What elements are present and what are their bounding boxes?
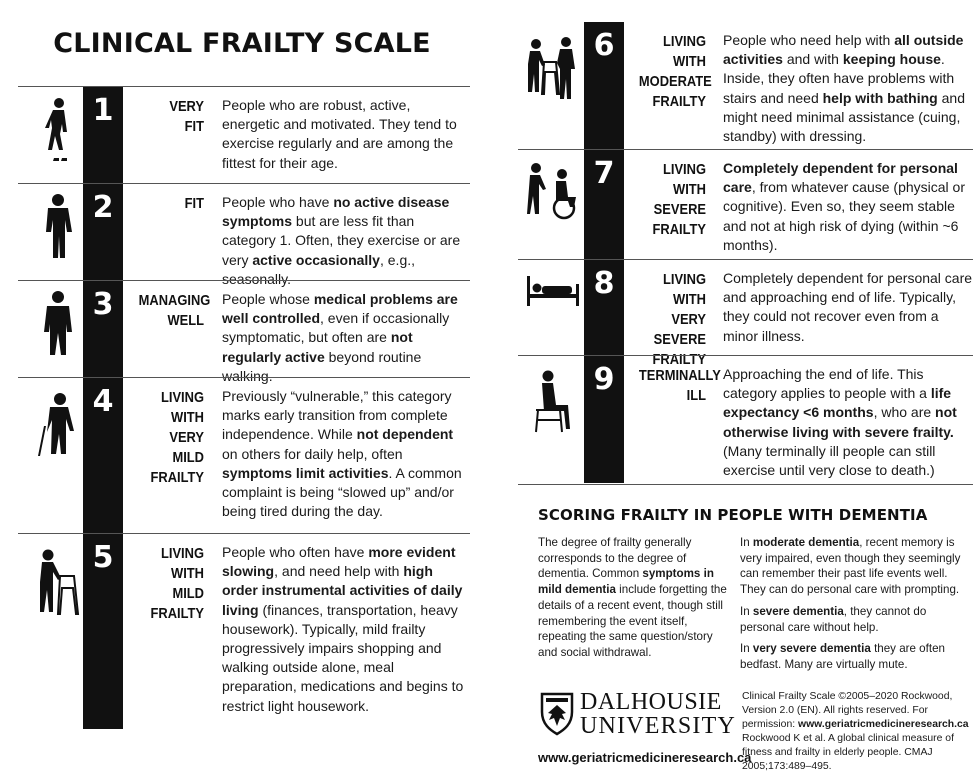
walking-person-icon xyxy=(30,95,84,169)
level-label-line: FRAILTY xyxy=(652,351,706,368)
level-number: 4 xyxy=(92,384,114,419)
levels-right-column xyxy=(518,22,973,483)
person-with-cane-icon xyxy=(30,390,84,464)
text-run: The degree of frailty generally corresponds to the degree of dementia. Common xyxy=(538,536,692,581)
text-run: , and need help with xyxy=(274,563,404,580)
level-number: 9 xyxy=(593,362,615,397)
standing-person-icon xyxy=(30,289,84,363)
level-8 xyxy=(518,259,973,368)
level-description xyxy=(222,96,468,173)
text-run: on others for daily help, often xyxy=(222,445,403,462)
text-run: include forgetting the details of a recent event, though still remembering the event itself, repeating the same question/story and social withdrawal. xyxy=(538,583,727,659)
text-run: People whose xyxy=(222,291,314,307)
emphasis-text: not dependent xyxy=(356,426,454,443)
level-number: 6 xyxy=(593,28,615,63)
level-label-line: LIVING xyxy=(160,389,204,406)
text-run: they are often bedfast. Many are virtually mute. xyxy=(740,642,945,671)
dementia-paragraph xyxy=(740,535,962,598)
standing-person-icon xyxy=(30,192,84,266)
text-run: In xyxy=(740,642,753,656)
level-label-line: WELL xyxy=(167,312,204,329)
level-label-line: LIVING xyxy=(160,545,204,562)
emphasis-text: symptoms in mild dementia xyxy=(538,567,714,597)
level-label xyxy=(139,388,204,488)
level-9 xyxy=(518,355,973,483)
person-with-walker-icon xyxy=(30,546,84,620)
emphasis-text: more evident slowing xyxy=(222,544,456,580)
level-description xyxy=(222,193,468,289)
dementia-left-text xyxy=(538,535,728,661)
emphasis-text: high order instrumental activities of daily living xyxy=(222,563,463,618)
emphasis-text: active occasionally xyxy=(252,251,380,268)
level-label-line: VERY xyxy=(169,98,204,115)
text-run: , even if occasionally symptomatic, but often are xyxy=(222,310,450,346)
level-number: 5 xyxy=(92,540,114,575)
level-label-line: FIT xyxy=(184,195,204,212)
levels-left-column xyxy=(18,86,470,729)
level-description xyxy=(222,387,468,521)
university-name-line1: DALHOUSIE xyxy=(580,689,722,715)
copyright-note xyxy=(742,690,974,774)
level-label-line: LIVING xyxy=(662,33,706,50)
level-label-line: TERMINALLY xyxy=(638,367,721,384)
level-label-line: FIT xyxy=(184,118,204,135)
level-label-line: WITH VERY xyxy=(671,291,706,328)
level-label-line: WITH xyxy=(171,409,204,426)
dalhousie-crest-icon xyxy=(540,692,574,736)
level-number: 3 xyxy=(92,287,114,322)
level-number: 1 xyxy=(92,93,114,128)
text-run: People who have xyxy=(222,194,334,210)
emphasis-text: not otherwise living with severe frailty. xyxy=(723,404,957,440)
page-title: CLINICAL FRAILTY SCALE xyxy=(53,28,431,59)
level-5 xyxy=(18,533,470,729)
level-label-line: FRAILTY xyxy=(150,469,204,486)
dalhousie-logo xyxy=(540,689,736,740)
assisted-walker-icon xyxy=(524,34,580,108)
dementia-paragraph xyxy=(740,604,962,635)
text-run: and with xyxy=(782,51,843,68)
level-label-line: ILL xyxy=(686,387,706,404)
level-4 xyxy=(18,377,470,533)
level-label xyxy=(639,160,706,240)
text-run: Clinical Frailty Scale ©2005–2020 Rockwood, Version 2.0 (EN). All rights reserved. For permission: xyxy=(742,691,953,730)
emphasis-text: all outside activities xyxy=(723,32,964,68)
level-label-line: FRAILTY xyxy=(652,93,706,110)
level-label xyxy=(638,32,712,112)
level-label-line: MODERATE xyxy=(638,73,712,90)
level-3 xyxy=(18,280,470,384)
emphasis-text: life expectancy <6 months xyxy=(723,385,952,421)
level-description xyxy=(723,365,975,480)
text-run: In xyxy=(740,536,753,549)
emphasis-text: Completely dependent for personal care xyxy=(723,160,958,196)
emphasis-text: moderate dementia xyxy=(752,536,860,549)
level-label-line: MANAGING xyxy=(138,292,211,309)
text-run: , from whatever cause (physical or cognitive). Even so, they seem stable and not at high risk of dying (within ~6 months). xyxy=(723,179,966,253)
text-run: but are less fit than category 1. Often, they exercise or are very xyxy=(222,213,461,268)
text-run: (Many terminally ill people can still exercise until very close to death.) xyxy=(723,442,936,479)
level-description xyxy=(723,159,975,255)
text-run: , e.g., seasonally. xyxy=(222,251,416,287)
level-label-line: VERY MILD xyxy=(169,429,204,466)
text-run: . A common complaint is being “slowed up” and/or being tired during the day. xyxy=(222,464,462,520)
text-run: People who often have xyxy=(222,544,369,560)
text-run: . Inside, they often have problems with stairs and need xyxy=(723,51,955,106)
level-label-line: MILD xyxy=(172,585,204,602)
seated-person-icon xyxy=(524,366,578,440)
dementia-section-title: SCORING FRAILTY IN PEOPLE WITH DEMENTIA xyxy=(538,506,928,524)
level-description xyxy=(222,543,468,716)
level-label xyxy=(138,291,211,331)
text-run: Previously “vulnerable,” this category marks early transition from complete independence. While xyxy=(222,388,452,443)
level-2 xyxy=(18,183,470,287)
text-run: Rockwood K et al. A global clinical measure of fitness and frailty in elderly people. CMAJ 2005;173:489–495. xyxy=(742,733,954,772)
text-run: People who are robust, active, energetic and motivated. They tend to exercise regularly and are among the fittest for their age. xyxy=(222,97,457,171)
emphasis-text: keeping house xyxy=(842,51,941,68)
emphasis-text: severe dementia xyxy=(752,604,844,618)
text-run: , they cannot do personal care without help. xyxy=(740,604,927,634)
level-number: 2 xyxy=(92,190,114,225)
level-label-line: WITH xyxy=(673,181,706,198)
divider xyxy=(518,484,973,485)
level-number: 8 xyxy=(593,266,615,301)
level-description xyxy=(723,269,975,346)
level-description xyxy=(723,31,975,146)
emphasis-text: help with bathing xyxy=(822,89,938,106)
text-run: beyond routine walking. xyxy=(222,348,422,384)
level-label-line: SEVERE xyxy=(653,201,706,218)
text-run: People who need help with xyxy=(723,32,895,48)
wheelchair-icon xyxy=(524,158,580,232)
emphasis-text: no active disease symptoms xyxy=(222,194,450,230)
emphasis-text: www.geriatricmedicineresearch.ca xyxy=(798,719,969,730)
dementia-right-text xyxy=(740,535,962,679)
website-link[interactable]: www.geriatricmedicineresearch.ca xyxy=(538,750,752,765)
emphasis-text: not regularly active xyxy=(222,329,413,365)
dementia-paragraph xyxy=(740,641,962,672)
emphasis-text: very severe dementia xyxy=(752,642,871,656)
text-run: Approaching the end of life. This category applies to people with a xyxy=(723,366,931,402)
level-label-line: LIVING xyxy=(662,271,706,288)
level-label-line: SEVERE xyxy=(653,331,706,348)
bed-icon xyxy=(524,266,582,340)
level-label xyxy=(638,366,721,406)
level-label-line: WITH xyxy=(171,565,204,582)
level-label-line: WITH xyxy=(673,53,706,70)
level-label xyxy=(139,544,204,624)
text-run: In xyxy=(740,604,753,618)
level-1 xyxy=(18,86,470,183)
level-description xyxy=(222,290,468,386)
text-run: (finances, transportation, heavy housework). Typically, mild frailty progressively impairs shopping and walking outside alone, meal preparation, medications and begins to restrict light housework. xyxy=(222,601,464,714)
emphasis-text: symptoms limit activities xyxy=(222,464,389,481)
level-label-line: FRAILTY xyxy=(150,605,204,622)
level-label xyxy=(139,194,204,214)
level-label-line: FRAILTY xyxy=(652,221,706,238)
level-7 xyxy=(518,149,973,259)
text-run: and might need minimal assistance (cuing, standby) with dressing. xyxy=(723,89,965,145)
text-run: , who are xyxy=(873,404,936,421)
text-run: , recent memory is very impaired, even though they seemingly can remember their past life events well. They can do personal care with prompting. xyxy=(740,536,961,597)
university-name-line2: UNIVERSITY xyxy=(580,713,736,739)
level-label xyxy=(139,97,204,137)
emphasis-text: medical problems are well controlled xyxy=(222,291,458,327)
level-number: 7 xyxy=(593,156,615,191)
level-6 xyxy=(518,22,973,149)
level-label-line: LIVING xyxy=(662,161,706,178)
text-run: Completely dependent for personal care and approaching end of life. Typically, they could not recover even from a minor illness. xyxy=(723,270,973,344)
